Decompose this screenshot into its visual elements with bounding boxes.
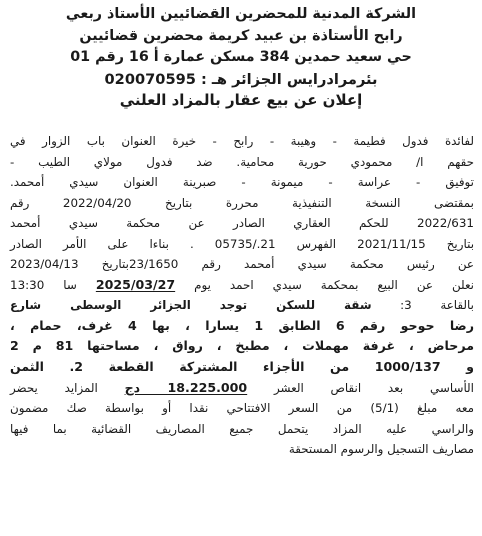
body-line: و 1000/137 من الأجزاء المشتركة القطعة 2. الثمن (10, 359, 475, 375)
body-line: رضا حوحو رقم 6 الطابق 1 يسارا ، بها 4 غرف، حمام ، (10, 317, 474, 333)
address-line: حي سعيد حمدين 384 مسكن عمارة أ 16 رقم 01 (70, 49, 412, 65)
sale-date: 2025/03/27 (95, 276, 176, 292)
body-line: بمقتضى النسخة التنفيذية محررة بتاريخ 2022/04/20 رقم (10, 195, 474, 210)
body-line: حقهم ا/ محمودي حورية محامية. ضد فدول مولاي الطيب - (10, 154, 474, 169)
company-name-line: الشركة المدنية للمحضرين القضائيين الأستاذ ربعي (65, 6, 417, 22)
notice-header (8, 4, 474, 112)
body-line: مصاريف التسجيل والرسوم المستحقة (288, 442, 474, 457)
body-line: 2022/631 للحكم العقاري الصادر عن محكمة سيدي أمحمد (10, 216, 474, 231)
sale-date-line (10, 275, 474, 296)
body-line: معه مبلغ (5/1) من السعر الافتتاحي نقدا أو بواسطة صك مضمون (10, 401, 474, 416)
bailiff-names-line: رابح الأستاذة بن عبيد كريمة محضرين قضائيين (79, 27, 403, 44)
city-phone-line: بئرمرادرايس الجزائر هـ : 020070595 (104, 70, 378, 88)
starting-price: 18.225.000 دج (124, 379, 248, 395)
body-line: بتاريخ 2021/11/15 الفهرس 21./05735 . بناءا على الأمر الصادر (10, 236, 475, 251)
hall-number: بالقاعة 3: (371, 298, 474, 313)
body-line: توفيق - عراسة - ميمونة - صبرينة العنوان سيدي أمحمد. (10, 175, 474, 190)
property-description: شقة للسكن توجد الجزائر الوسطى شارع (10, 298, 372, 313)
property-line (10, 295, 474, 316)
body-line: والراسي عليه المزاد يتحمل جميع المصاريف القضائية بما فيها (10, 421, 474, 436)
price-suffix: المزايد يحضر (10, 380, 125, 395)
notice-title: إعلان عن بيع عقار بالمزاد العلني (119, 91, 363, 109)
body-line: عن رئيس محكمة سيدي أمحمد رقم 23/1650بتاريخ 2023/04/13 (10, 257, 474, 272)
price-prefix: الأساسي بعد انقاص العشر (247, 380, 474, 395)
body-line: لفائدة فدول فطيمة - وهيبة - رابح - خيرة العنوان باب الزوار في (10, 134, 474, 148)
sale-time: سا 13:30 (10, 277, 96, 292)
price-line (10, 378, 474, 399)
notice-body (10, 131, 474, 460)
sale-date-prefix: نعلن عن البيع بمحكمة سيدي احمد يوم (175, 277, 474, 292)
body-line: مرحاض ، غرفة مهملات ، مطبخ ، رواق ، مساحتها 81 م 2 (10, 338, 474, 354)
